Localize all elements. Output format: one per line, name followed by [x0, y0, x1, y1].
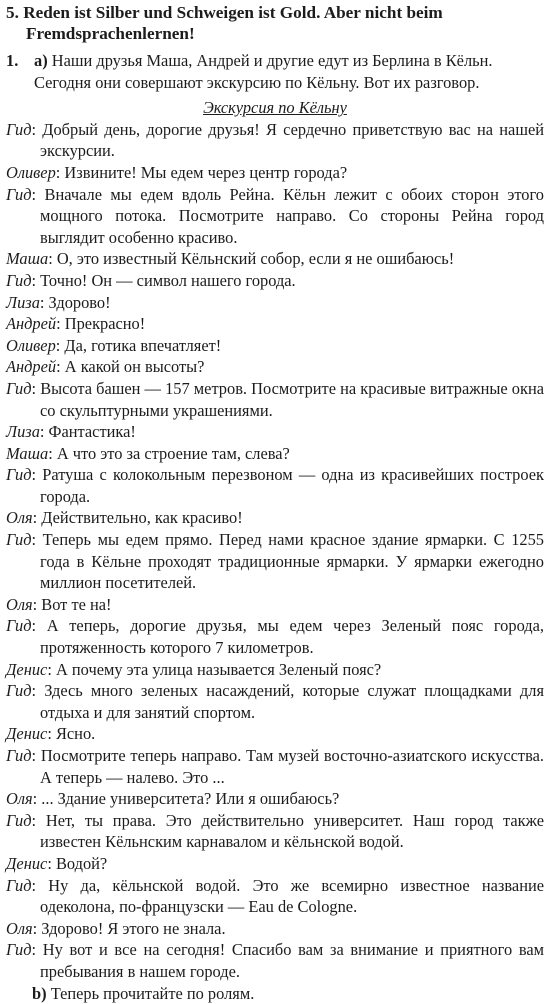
speaker-colon: :	[56, 314, 65, 334]
speaker-colon: :	[47, 724, 56, 744]
speaker-name: Гид	[6, 810, 32, 830]
speaker-name: Андрей	[6, 357, 57, 377]
line-text: Прекрасно!	[64, 314, 146, 334]
line-text: Ясно.	[55, 724, 96, 744]
speaker-colon: :	[55, 335, 65, 355]
speaker-name: Гид	[6, 530, 32, 550]
dialogue-line	[6, 248, 544, 270]
speaker-colon: :	[56, 357, 65, 377]
speaker-colon: :	[32, 789, 42, 809]
line-text: О, это известный Кёльнский собор, если я не ошибаюсь!	[56, 249, 455, 269]
dialogue-line	[6, 507, 544, 529]
task-number: 1.	[6, 51, 19, 70]
footer-part-label: b)	[32, 983, 47, 1003]
dialogue-line	[6, 853, 544, 875]
dialogue-line	[6, 378, 544, 421]
speaker-colon: :	[39, 292, 49, 312]
speaker-colon: :	[32, 508, 42, 528]
line-text: А что это за строение там, слева?	[56, 443, 290, 463]
line-text: А какой он высоты?	[64, 357, 205, 377]
dialogue-line	[6, 184, 544, 249]
task-footer	[6, 983, 544, 1004]
speaker-colon: :	[31, 119, 43, 139]
dialogue	[6, 119, 544, 983]
line-text: Посмотрите теперь направо. Там музей восточно-азиатского искусства. А теперь — налево. Это ...	[40, 746, 544, 787]
line-text: А почему эта улица называется Зеленый пояс?	[55, 659, 382, 679]
line-text: Здесь много зеленых насаждений, которые служат площадками для отдыха и для занятий спортом.	[40, 681, 544, 722]
dialogue-line	[6, 745, 544, 788]
line-text: Вначале мы едем вдоль Рейна. Кёльн лежит с обоих сторон этого мощного потока. Посмотрите направо. Со стороны Рейна город выглядит особенно красиво.	[40, 184, 545, 247]
task-intro	[6, 50, 544, 93]
speaker-colon: :	[31, 270, 41, 290]
line-text: Извините! Мы едем через центр города?	[64, 162, 348, 182]
dialogue-line	[6, 875, 544, 918]
line-text: Вот те на!	[41, 594, 112, 614]
speaker-name: Оля	[6, 918, 33, 938]
dialogue-title: Экскурсия по Кёльну	[203, 98, 347, 118]
speaker-name: Оливер	[6, 335, 56, 355]
speaker-name: Денис	[6, 853, 48, 873]
speaker-colon: :	[48, 249, 57, 269]
speaker-colon: :	[47, 853, 56, 873]
speaker-colon: :	[31, 681, 45, 701]
section-title: 5. Reden ist Silber und Schweigen ist Gold. Aber nicht beim Fremdsprachenlernen!	[6, 3, 443, 43]
speaker-name: Гид	[6, 681, 32, 701]
speaker-name: Андрей	[6, 314, 57, 334]
line-text: Здорово!	[48, 292, 111, 312]
speaker-colon: :	[31, 940, 43, 960]
speaker-colon: :	[31, 465, 43, 485]
speaker-colon: :	[32, 594, 42, 614]
dialogue-line	[6, 659, 544, 681]
footer-text: Теперь прочитайте по ролям.	[50, 983, 255, 1003]
dialogue-line	[6, 680, 544, 723]
speaker-name: Гид	[6, 875, 32, 895]
speaker-colon: :	[31, 746, 41, 765]
task-instruction	[34, 50, 544, 93]
dialogue-line	[6, 356, 544, 378]
line-text: Ратуша с колокольным перезвоном — одна из красивейших построек города.	[40, 465, 544, 506]
speaker-name: Гид	[6, 378, 32, 398]
speaker-colon: :	[48, 443, 57, 463]
speaker-name: Денис	[6, 724, 48, 744]
speaker-name: Маша	[6, 443, 49, 463]
speaker-colon: :	[31, 184, 45, 204]
speaker-name: Гид	[6, 616, 32, 636]
speaker-colon: :	[31, 616, 47, 636]
line-text: Ну да, кёльнской водой. Это же всемирно известное название одеколона, по-французски — Eau de Cologne.	[40, 875, 545, 917]
speaker-colon: :	[31, 875, 49, 895]
speaker-name: Гид	[6, 184, 32, 204]
speaker-colon: :	[55, 162, 65, 182]
dialogue-line	[6, 918, 544, 940]
dialogue-line	[6, 810, 544, 853]
line-text: Фантастика!	[48, 422, 136, 442]
line-text: Добрый день, дорогие друзья! Я сердечно приветствую вас на нашей экскурсии.	[40, 119, 544, 161]
speaker-name: Гид	[6, 465, 32, 485]
speaker-name: Оля	[6, 508, 33, 528]
dialogue-line	[6, 162, 544, 184]
dialogue-line	[6, 939, 544, 982]
dialogue-line	[6, 335, 544, 357]
dialogue-line	[6, 292, 544, 314]
speaker-name: Маша	[6, 249, 49, 269]
speaker-name: Лиза	[6, 292, 40, 312]
line-text: Да, готика впечатляет!	[64, 335, 222, 355]
line-text: Высота башен — 157 метров. Посмотрите на красивые витражные окна со скульптурными украшениями.	[40, 378, 544, 420]
line-text: Водой?	[55, 853, 108, 873]
dialogue-line	[6, 464, 544, 507]
line-text: ... Здание университета? Или я ошибаюсь?	[41, 789, 340, 809]
speaker-name: Лиза	[6, 422, 40, 442]
dialogue-line	[6, 270, 544, 292]
line-text: Здорово! Я этого не знала.	[41, 918, 226, 938]
speaker-colon: :	[31, 810, 46, 830]
speaker-colon: :	[47, 659, 56, 679]
speaker-name: Гид	[6, 270, 32, 290]
speaker-colon: :	[32, 918, 42, 938]
dialogue-line	[6, 594, 544, 616]
line-text: Теперь мы едем прямо. Перед нами красное здание ярмарки. С 1255 года в Кёльне проходят традиционные ярмарки. У ярмарки ежегодно миллион посетителей.	[40, 530, 544, 593]
speaker-name: Оля	[6, 789, 33, 809]
speaker-name: Гид	[6, 940, 32, 960]
task-instruction-text: Наши друзья Маша, Андрей и другие едут из Берлина в Кёльн. Сегодня они совершают экскурсию по Кёльну. Вот их разговор.	[34, 51, 493, 92]
speaker-name: Денис	[6, 659, 48, 679]
line-text: Ну вот и все на сегодня! Спасибо вам за внимание и приятного вам пребывания в нашем городе.	[40, 940, 545, 981]
line-text: А теперь, дорогие друзья, мы едем через Зеленый пояс города, протяженность которого 7 километров.	[40, 616, 544, 658]
line-text: Нет, ты права. Это действительно университет. Наш город также известен Кёльнским карнавалом и кёльнской водой.	[40, 810, 545, 852]
dialogue-line	[6, 443, 544, 465]
dialogue-line	[6, 723, 544, 745]
line-text: Точно! Он — символ нашего города.	[40, 270, 296, 290]
speaker-name: Оля	[6, 594, 33, 614]
dialogue-line	[6, 313, 544, 335]
dialogue-line	[6, 529, 544, 594]
speaker-name: Гид	[6, 746, 32, 765]
line-text: Действительно, как красиво!	[41, 508, 243, 528]
speaker-colon: :	[31, 378, 41, 398]
speaker-name: Оливер	[6, 162, 56, 182]
speaker-colon: :	[39, 422, 49, 442]
dialogue-line	[6, 421, 544, 443]
task-part-label: a)	[34, 51, 48, 70]
speaker-name: Гид	[6, 119, 32, 139]
dialogue-line	[6, 788, 544, 810]
speaker-colon: :	[31, 530, 43, 550]
dialogue-line	[6, 615, 544, 658]
dialogue-line	[6, 119, 544, 162]
